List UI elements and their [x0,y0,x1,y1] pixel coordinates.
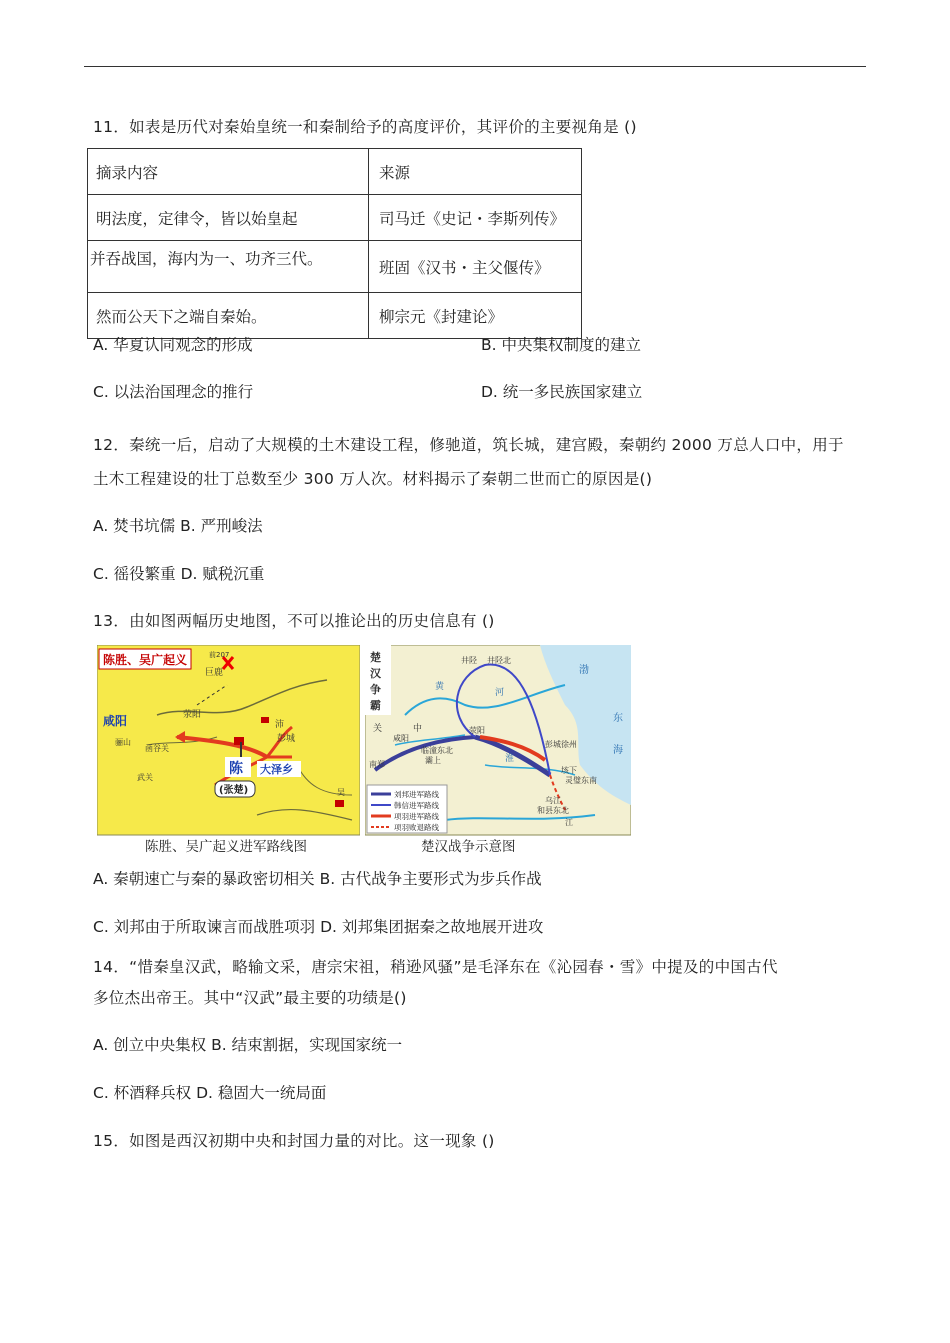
table-cell: 并吞战国，海内为一、功齐三代。 [88,241,369,293]
map1-label-wu: 吴 [337,788,345,797]
q14-stem-line1: 14．“惜秦皇汉武，略输文采，唐宗宋祖，稍逊风骚”是毛泽东在《沁园春・雪》中提及的中国古代 [93,958,778,976]
q11-option-d[interactable]: D. 统一多民族国家建立 [481,383,643,401]
map-chuhan-war [365,645,631,853]
map1-label-xianyang: 咸阳 [103,714,128,728]
map2-label-jiang: 江 [565,818,573,827]
q11-stem: 11．如表是历代对秦始皇统一和秦制给予的高度评价，其评价的主要视角是 () [93,118,637,136]
q12-stem-line2: 土木工程建设的壮丁总数至少 300 万人次。材料揭示了秦朝二世而亡的原因是() [93,470,653,488]
q15-stem: 15．如图是西汉初期中央和封国力量的对比。这一现象 () [93,1132,495,1150]
q13-options-cd[interactable]: C. 刘邦由于所取谏言而战胜项羽 D. 刘邦集团据秦之故地展开进攻 [93,918,544,936]
map2-label-he: 河 [495,688,505,698]
map2-label-gaixia: 垓下 [561,766,577,775]
map1-title: 陈胜、吴广起义 [103,653,188,667]
map2-label-huai: 淮 [505,754,515,764]
map1-label-julu: 巨鹿 [205,668,224,678]
map2-label-wujiang: 乌江 [545,796,561,805]
map1-label-chen: 陈 [229,761,243,777]
map2-legend-liu: 刘邦进军路线 [394,790,439,799]
table-cell: 班固《汉书・主父偃传》 [369,241,582,293]
map2-label-nanzheng: 南郑 [369,760,385,769]
map1-label-wuguan: 武关 [137,773,153,782]
map2-label-pengcheng: 彭城徐州 [545,740,577,749]
q13-stem: 13．由如图两幅历史地图，不可以推论出的历史信息有 () [93,612,495,630]
map2-label-guan: 关 [373,724,383,734]
map1-label-xingyang: 荥阳 [183,710,202,720]
map1-flag [234,737,244,745]
map1-flag [335,800,344,807]
table-row [88,293,582,339]
q14-options-cd[interactable]: C. 杯酒释兵权 D. 稳固大一统局面 [93,1084,327,1102]
map2-label-jingxing-b: 井陉北 [487,656,511,665]
map1-label-hangu: 函谷关 [145,744,169,753]
table-cell: 柳宗元《封建论》 [369,293,582,339]
map2-label-jingxing: 井陉 [461,656,477,665]
q13-options-ab[interactable]: A. 秦朝速亡与秦的暴政密切相关 B. 古代战争主要形式为步兵作战 [93,870,542,888]
q14-stem-line2: 多位杰出帝王。其中“汉武”最主要的功绩是() [93,989,407,1007]
map1-flag [261,717,269,723]
map-chensheng-uprising [97,645,360,853]
table-cell: 然而公天下之端自秦始。 [88,293,369,339]
map2-label-xianyang: 咸阳 [393,734,409,743]
q11-option-c[interactable]: C. 以法治国理念的推行 [93,383,254,401]
table-row [88,195,582,241]
map2-caption: 楚汉战争示意图 [421,839,516,855]
map2-label-bashang: 灞上 [425,756,441,765]
map2-label-xingyang: 荥阳 [469,726,485,735]
map1-label-dazexiang: 大泽乡 [260,763,293,776]
header-rule [84,66,866,67]
map1-background [97,645,360,835]
q14-options-ab[interactable]: A. 创立中央集权 B. 结束割据，实现国家统一 [93,1036,403,1054]
map1-label-zhangchu: (张楚) [219,785,249,796]
table-header-cell: 来源 [369,149,582,195]
map2-label-zhong: 中 [413,724,423,734]
table-row [88,241,582,293]
map2-label-lingbi: 灵璧东南 [565,776,597,785]
map1-label-pei: 沛 [275,720,285,730]
map2-label-bo: 渤 [579,665,589,676]
map2-label-hai: 海 [613,745,623,756]
table-cell: 明法度，定律令，皆以始皇起 [88,195,369,241]
q12-stem-line1: 12．秦统一后，启动了大规模的土木建设工程，修驰道，筑长城，建宫殿，秦朝约 2000 万总人口中，用于 [93,436,844,454]
map1-label-lishan: 骊山 [115,738,131,747]
q11-table [87,148,582,339]
table-row [88,149,582,195]
q11-option-b[interactable]: B. 中央集权制度的建立 [481,336,641,354]
table-cell: 司马迁《史记・李斯列传》 [369,195,582,241]
map2-title-3: 争 [370,683,381,696]
map2-label-dong: 东 [613,713,623,724]
map2-title-1: 楚 [370,651,381,664]
map2-legend-han: 韩信进军路线 [394,801,439,810]
map2-title-2: 汉 [370,667,381,680]
map2-legend-retreat: 项羽败退路线 [394,823,439,832]
q11-option-a[interactable]: A. 华夏认同观念的形成 [93,336,253,354]
map2-legend-xiang: 项羽进军路线 [394,812,439,821]
table-header-cell: 摘录内容 [88,149,369,195]
q12-options-cd[interactable]: C. 徭役繁重 D. 赋税沉重 [93,565,265,583]
map1-label-julu-year: 前207 [209,651,230,659]
map2-title-4: 霸 [370,699,381,712]
q12-options-ab[interactable]: A. 焚书坑儒 B. 严刑峻法 [93,517,263,535]
map1-caption: 陈胜、吴广起义进军路线图 [145,839,307,855]
map2-label-lintong: 临潼东北 [421,746,453,755]
map2-label-huang: 黄 [435,682,445,692]
map2-label-hexian: 和县东北 [537,806,569,815]
map1-label-pengcheng: 彭城 [277,734,296,744]
